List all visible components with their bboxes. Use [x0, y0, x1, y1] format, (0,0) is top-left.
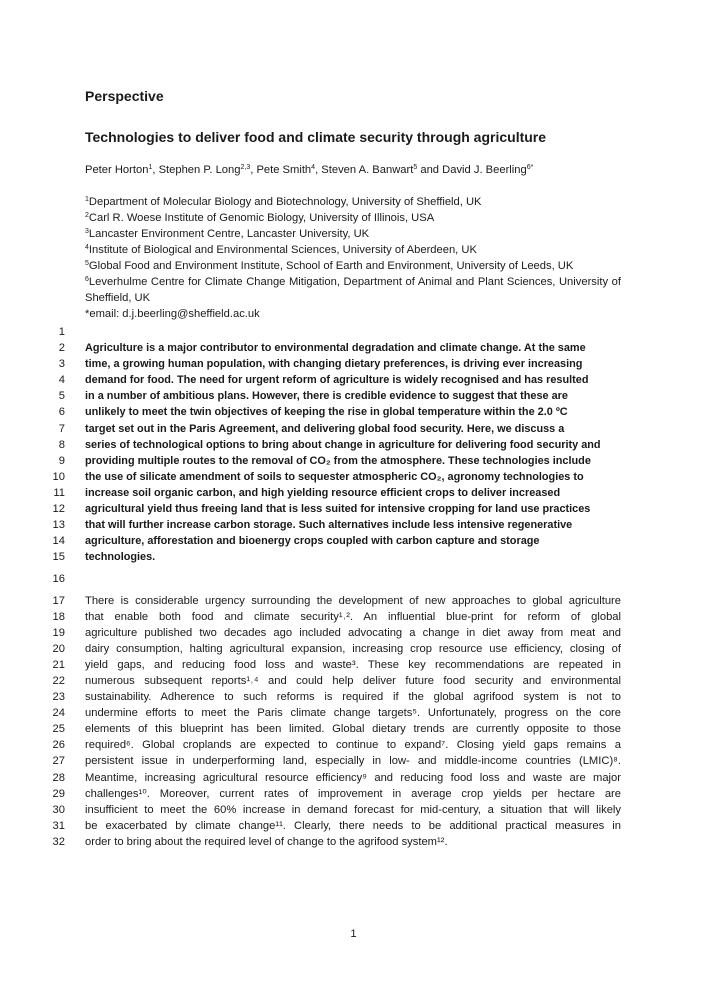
numbered-line: [0, 593, 707, 609]
author-affiliation-marker: 6*: [526, 164, 534, 171]
abstract-line: technologies.: [85, 551, 156, 564]
line-number: 13: [52, 519, 65, 532]
author-name: Stephen P. Long: [158, 164, 241, 176]
affiliation-text: Global Food and Environment Institute, School of Earth and Environment, University of Leeds, UK: [88, 260, 574, 272]
abstract-line: agriculture, afforestation and bioenergy crops coupled with carbon capture and storage: [85, 535, 540, 548]
abstract-line: increase soil organic carbon, and high yielding resource efficient crops to deliver increased: [85, 486, 561, 499]
abstract-line: agricultural yield thus freeing land that is less suited for intensive cropping for land use practices: [85, 503, 591, 516]
author-name: David J. Beerling: [442, 164, 527, 176]
numbered-line: [0, 340, 707, 356]
body-text-line: required⁶. Global croplands are expected to continue to expand⁷. Closing yield gaps remains a: [85, 739, 621, 752]
line-number: 22: [52, 674, 65, 687]
affiliation-number: 3: [85, 228, 89, 235]
line-number: 16: [52, 573, 65, 586]
body-text-line: yield gaps, and reducing food loss and waste³. These key recommendations are repeated in: [85, 658, 621, 671]
line-number: 4: [58, 374, 65, 387]
line-number: 31: [52, 819, 65, 832]
line-number: 6: [58, 406, 65, 419]
paper-title: Technologies to deliver food and climate security through agriculture: [85, 129, 547, 145]
body-text-line: Meantime, increasing agricultural resource efficiency⁹ and reducing food loss and waste are major: [85, 771, 621, 784]
numbered-line: [0, 388, 707, 404]
body-text-line: sustainability. Adherence to such reforms is required if the global agrifood system is not to: [85, 691, 621, 704]
line-number: 5: [58, 390, 65, 403]
numbered-line: [0, 625, 707, 641]
numbered-line: [0, 641, 707, 657]
affiliation-item: [85, 210, 621, 226]
body-text-line: challenges¹⁰. Moreover, current rates of improvement in average crop yields per hectare are: [85, 787, 621, 800]
numbered-line: [0, 705, 707, 721]
numbered-line: [0, 770, 707, 786]
line-number: 26: [52, 739, 65, 752]
numbered-line: [0, 737, 707, 753]
line-number: 20: [52, 642, 65, 655]
affiliation-list: [85, 194, 621, 322]
affiliation-item: [85, 258, 621, 274]
abstract-line: time, a growing human population, with changing dietary preferences, is driving ever increasing: [85, 358, 583, 371]
abstract-line: series of technological options to bring about change in agriculture for delivering food security and: [85, 438, 601, 451]
affiliation-text: Carl R. Woese Institute of Genomic Biology, University of Illinois, USA: [88, 212, 435, 224]
numbered-line: [0, 324, 707, 340]
body-text-line: order to bring about the required level of change to the agrifood system¹².: [85, 835, 448, 848]
abstract-line: demand for food. The need for urgent reform of agriculture is widely recognised and has resulted: [85, 374, 589, 387]
numbered-line: [0, 469, 707, 485]
numbered-line: [0, 501, 707, 517]
numbered-line: [0, 786, 707, 802]
abstract-line: target set out in the Paris Agreement, and delivering global food security. Here, we discuss a: [85, 422, 565, 435]
line-number: 14: [52, 535, 65, 548]
affiliation-number: 5: [85, 260, 89, 267]
author-list: [85, 162, 533, 178]
affiliation-number: 2: [85, 212, 89, 219]
author-separator: ,: [250, 164, 257, 176]
numbered-line: [0, 689, 707, 705]
body-text-line: persistent issue in underperforming land, especially in low- and middle-income countries (LMIC)⁸.: [85, 755, 621, 768]
affiliation-text: Lancaster Environment Centre, Lancaster University, UK: [88, 228, 370, 240]
numbered-line: [0, 753, 707, 769]
body-text-line: insufficient to meet the 60% increase in demand forecast for mid-century, a situation that will likely: [85, 803, 621, 816]
affiliation-text: Leverhulme Centre for Climate Change Mitigation, Department of Animal and Plant Sciences, University of Sheffield, UK: [85, 276, 621, 304]
corresponding-email: *email: d.j.beerling@sheffield.ac.uk: [85, 308, 260, 320]
author-affiliation-marker: 4: [311, 164, 316, 171]
line-number: 30: [52, 803, 65, 816]
affiliation-number: 4: [85, 244, 89, 251]
abstract-line: unlikely to meet the twin objectives of keeping the rise in global temperature within the 2.0 ºC: [85, 406, 568, 419]
affiliation-number: 6: [85, 276, 89, 283]
line-number: 29: [52, 787, 65, 800]
affiliation-item: [85, 226, 621, 242]
line-number: 32: [52, 835, 65, 848]
body-text-line: agriculture published two decades ago included advocating a change in diet away from meat and: [85, 626, 621, 639]
body-text-line: undermine efforts to meet the Paris climate change targets⁵. Unfortunately, progress on the core: [85, 707, 621, 720]
numbered-line: [0, 657, 707, 673]
page-number: 1: [350, 928, 357, 940]
numbered-line: [0, 571, 707, 587]
numbered-text-block: [0, 324, 707, 850]
numbered-line: [0, 802, 707, 818]
line-number: 11: [53, 486, 65, 499]
abstract-line: the use of silicate amendment of soils to sequester atmospheric CO₂, agronomy technologies to: [85, 470, 584, 483]
line-number: 28: [52, 771, 65, 784]
author-affiliation-marker: 5: [413, 164, 418, 171]
numbered-line: [0, 609, 707, 625]
author-name: Peter Horton: [85, 164, 149, 176]
affiliation-item: [85, 194, 621, 210]
body-text-line: elements of this blueprint has been limited. Global dietary trends are currently opposite to those: [85, 723, 621, 736]
author-name: Pete Smith: [256, 164, 312, 176]
numbered-line: [0, 421, 707, 437]
body-text-line: dairy consumption, halting agricultural expansion, increasing crop resource use efficiency, closing of: [85, 642, 621, 655]
affiliation-number: 1: [85, 196, 89, 203]
author-separator: ,: [152, 164, 159, 176]
line-number: 1: [58, 326, 65, 338]
abstract-line: providing multiple routes to the removal of CO₂ from the atmosphere. These technologies include: [85, 454, 591, 467]
abstract-line: in a number of ambitious plans. However, there is credible evidence to suggest that these are: [85, 390, 568, 403]
numbered-line: [0, 453, 707, 469]
affiliation-text: Department of Molecular Biology and Biotechnology, University of Sheffield, UK: [88, 196, 482, 208]
line-number: 8: [58, 438, 65, 451]
line-number: 2: [58, 342, 65, 355]
numbered-line: [0, 437, 707, 453]
line-number: 24: [52, 707, 65, 720]
line-number: 18: [52, 610, 65, 623]
numbered-line: [0, 533, 707, 549]
abstract-line: Agriculture is a major contributor to environmental degradation and climate change. At the same: [85, 342, 586, 355]
numbered-line: [0, 517, 707, 533]
affiliation-text: Institute of Biological and Environmental Sciences, University of Aberdeen, UK: [88, 244, 477, 256]
line-number: 10: [52, 470, 65, 483]
author-separator: and: [417, 164, 443, 176]
line-number: 15: [52, 551, 65, 564]
line-number: 23: [52, 691, 65, 704]
numbered-line: [0, 372, 707, 388]
line-number: 25: [52, 723, 65, 736]
line-number: 17: [52, 594, 65, 607]
line-number: 27: [52, 755, 65, 768]
numbered-line: [0, 721, 707, 737]
author-affiliation-marker: 1: [148, 164, 153, 171]
section-label: Perspective: [85, 88, 164, 104]
abstract-line: that will further increase carbon storage. Such alternatives include less intensive regenerative: [85, 519, 573, 532]
numbered-line: [0, 834, 707, 850]
author-affiliation-marker: 2,3: [240, 164, 251, 171]
numbered-line: [0, 356, 707, 372]
author-separator: ,: [315, 164, 322, 176]
line-number: 9: [58, 454, 65, 467]
line-number: 3: [58, 358, 65, 371]
line-number: 19: [52, 626, 65, 639]
body-text-line: numerous subsequent reports¹˒⁴ and could help deliver future food security and environmental: [85, 674, 621, 687]
numbered-line: [0, 404, 707, 420]
author-name: Steven A. Banwart: [321, 164, 414, 176]
body-text-line: There is considerable urgency surrounding the development of new approaches to global agriculture: [85, 594, 621, 607]
body-text-line: that enable both food and climate security¹˒². An influential blue-print for reform of global: [85, 610, 621, 623]
numbered-line: [0, 549, 707, 565]
body-text-line: be exacerbated by climate change¹¹. Clearly, there needs to be additional practical measures in: [85, 819, 621, 832]
line-number: 7: [58, 422, 65, 435]
numbered-line: [0, 673, 707, 689]
affiliation-item: [85, 274, 621, 306]
numbered-line: [0, 485, 707, 501]
line-number: 12: [52, 503, 65, 516]
line-number: 21: [52, 658, 65, 671]
numbered-line: [0, 818, 707, 834]
affiliation-item: [85, 242, 621, 258]
